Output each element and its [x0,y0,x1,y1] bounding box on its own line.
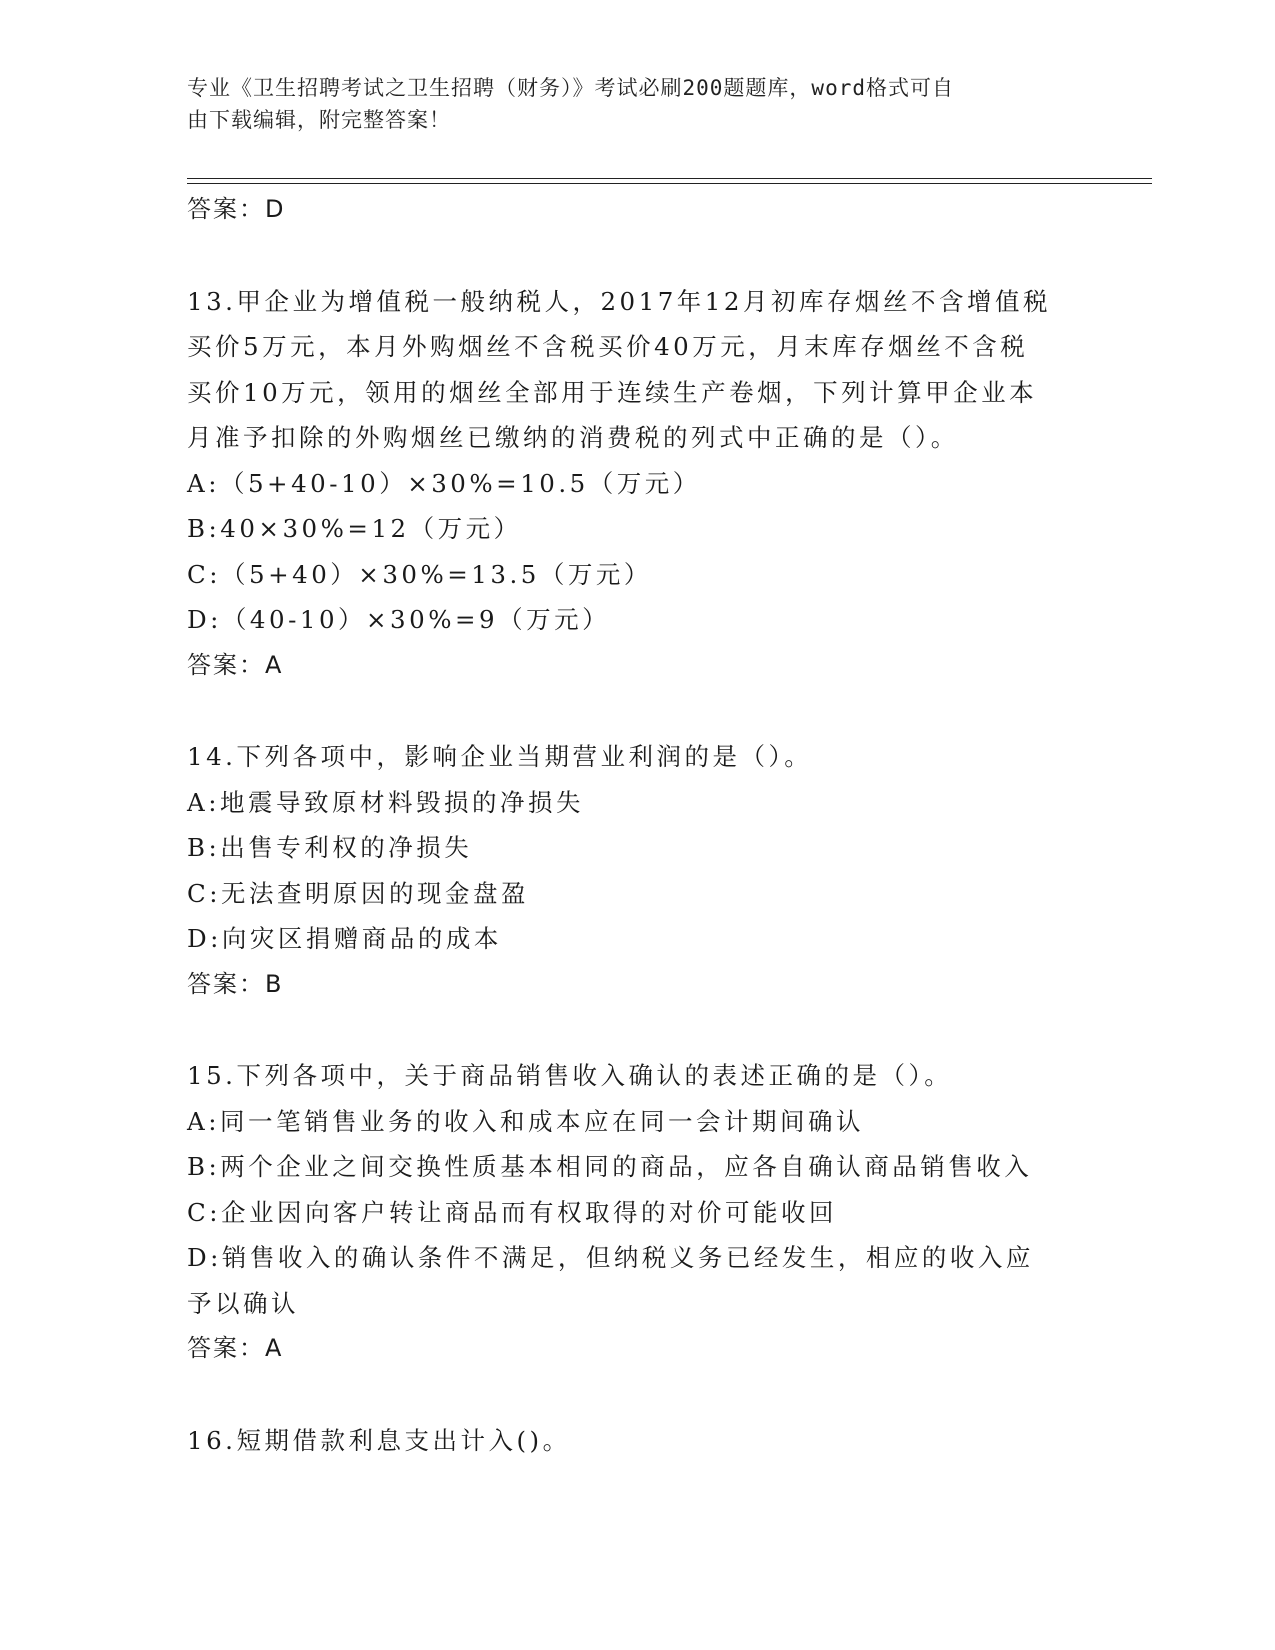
question-stem-line: 14.下列各项中，影响企业当期营业利润的是（）。 [187,742,813,771]
header-divider-second [187,183,1152,184]
question-15 [187,1053,1087,1372]
question-13 [187,279,1087,689]
option-d: D:销售收入的确认条件不满足，但纳税义务已经发生，相应的收入应 [187,1243,1034,1272]
answer-line: 答案：B [187,969,284,998]
question-stem-line: 13.甲企业为增值税一般纳税人，2017年12月初库存烟丝不含增值税 [187,286,1051,316]
question-16-stem: 16.短期借款利息支出计入()。 [187,1425,571,1455]
document-header [187,72,1067,136]
option-c: C:无法查明原因的现金盘盈 [187,878,529,908]
question-stem-line: 买价10万元，领用的烟丝全部用于连续生产卷烟，下列计算甲企业本 [187,377,1038,407]
document-body [187,187,1087,1463]
question-stem-line: 15.下列各项中，关于商品销售收入确认的表述正确的是（）。 [187,1061,953,1090]
option-d-continued: 予以确认 [187,1288,299,1318]
header-line-2: 由下载编辑，附完整答案！ [187,108,451,132]
option-d: D:（40-10）×30%=9（万元） [187,605,611,634]
option-a: A:地震导致原材料毁损的净损失 [187,787,584,817]
question-stem-line: 买价5万元，本月外购烟丝不含税买价40万元，月末库存烟丝不含税 [187,332,1029,361]
option-b: B:两个企业之间交换性质基本相同的商品，应各自确认商品销售收入 [187,1152,1033,1181]
answer-line: 答案：D [187,195,286,223]
question-14 [187,734,1087,1007]
option-b: B:出售专利权的净损失 [187,833,473,862]
option-c: C:企业因向客户转让商品而有权取得的对价可能收回 [187,1197,837,1227]
answer-line: 答案：A [187,1334,284,1362]
option-a: A:（5+40-10）×30%=10.5（万元） [187,468,701,498]
answer-line: 答案：A [187,650,284,679]
question-stem-line: 月准予扣除的外购烟丝已缴纳的消费税的列式中正确的是（）。 [187,423,959,452]
option-b: B:40×30%=12（万元） [187,514,522,543]
option-d: D:向灾区捐赠商品的成本 [187,924,502,953]
header-divider [187,178,1152,179]
option-c: C:（5+40）×30%=13.5（万元） [187,559,652,589]
option-a: A:同一笔销售业务的收入和成本应在同一会计期间确认 [187,1106,864,1136]
header-line-1: 专业《卫生招聘考试之卫生招聘（财务）》考试必刷200题题库，word格式可自 [187,76,954,100]
